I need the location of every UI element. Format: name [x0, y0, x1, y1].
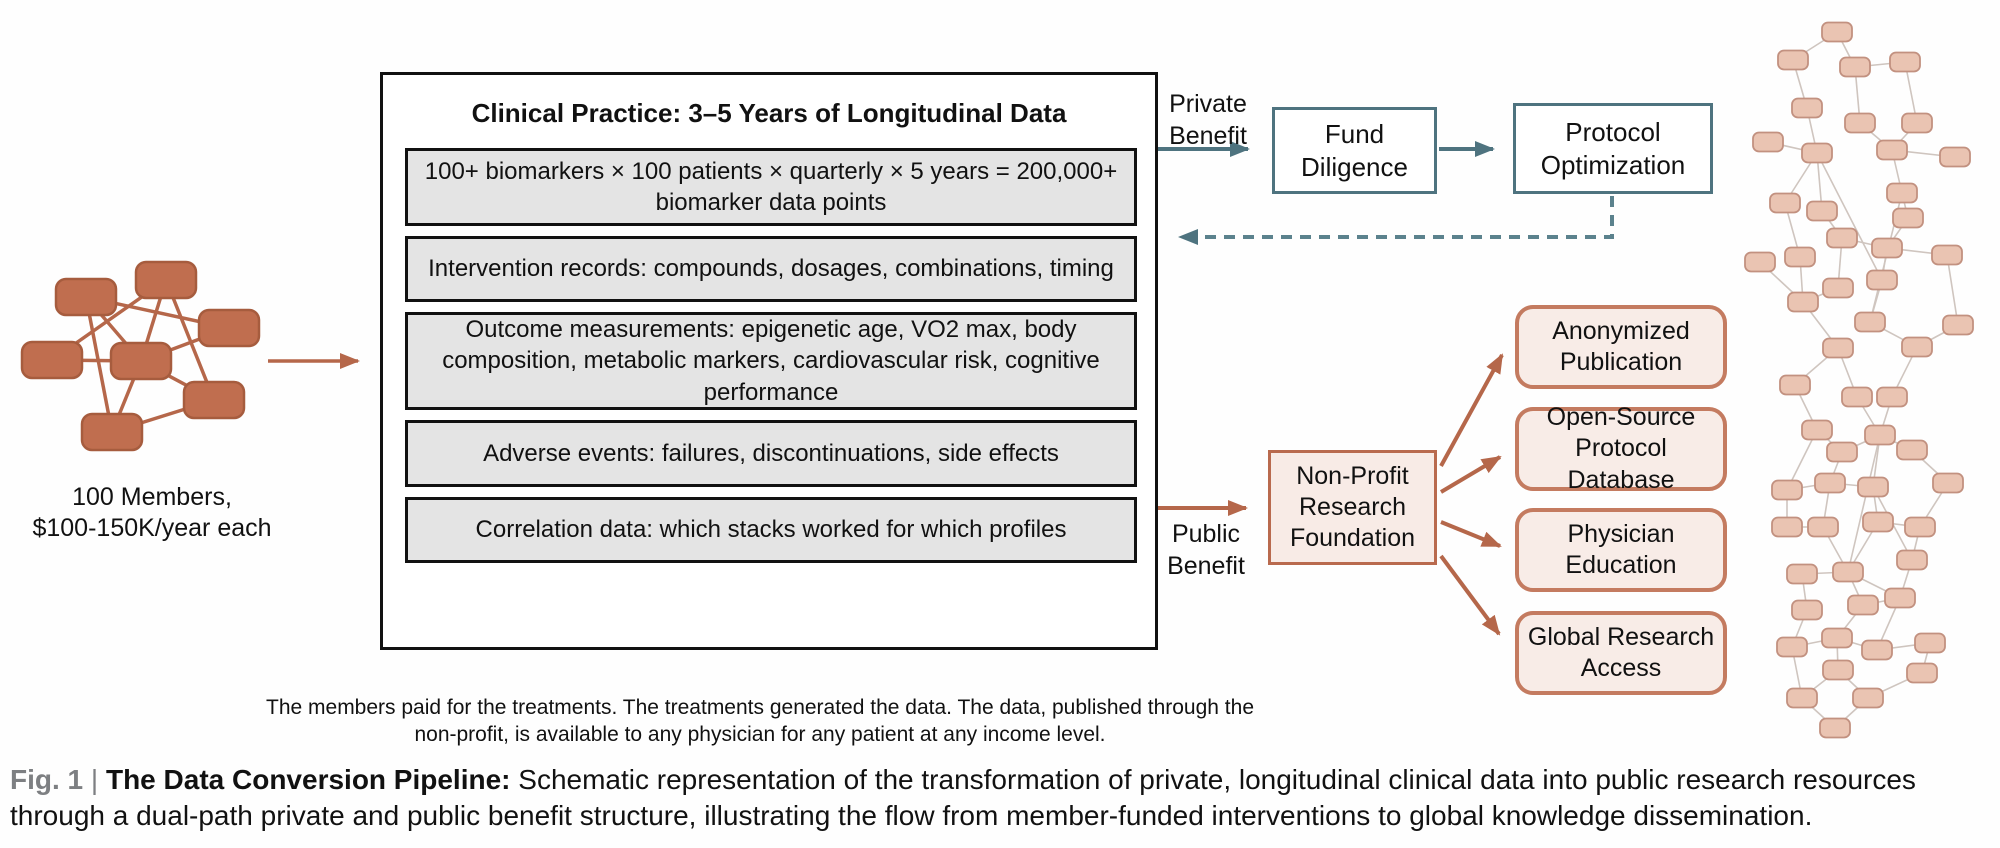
- network-node: [1887, 184, 1917, 203]
- network-node: [136, 262, 196, 298]
- network-node: [1905, 518, 1935, 537]
- network-node: [1877, 141, 1907, 160]
- member-cluster-label-line1: 100 Members,: [72, 483, 232, 511]
- private-benefit-label: [1160, 88, 1256, 152]
- data-item-adverse-events: Adverse events: failures, discontinuations, side effects: [405, 420, 1137, 487]
- network-node: [1863, 513, 1893, 532]
- network-node: [1865, 426, 1895, 445]
- network-node: [1780, 376, 1810, 395]
- global-network-icon: [1745, 23, 1973, 738]
- network-node: [1808, 518, 1838, 537]
- network-node: [1772, 481, 1802, 500]
- network-node: [1893, 209, 1923, 228]
- network-node: [22, 342, 82, 378]
- protocol-optimization-box: Protocol Optimization: [1513, 103, 1713, 194]
- network-node: [1877, 388, 1907, 407]
- fund-diligence-box: Fund Diligence: [1272, 107, 1437, 194]
- network-node: [1885, 589, 1915, 608]
- output-open-source-protocol-database: Open-Source Protocol Database: [1515, 407, 1727, 491]
- network-node: [1872, 239, 1902, 258]
- data-item-interventions: Intervention records: compounds, dosages, combinations, timing: [405, 236, 1137, 302]
- network-node: [1897, 441, 1927, 460]
- data-item-outcomes: Outcome measurements: epigenetic age, VO2 max, body composition, metabolic markers, cardiovascular risk, cognitive performance: [405, 312, 1137, 410]
- network-node: [111, 343, 171, 379]
- network-node: [1840, 58, 1870, 77]
- network-node: [199, 310, 259, 346]
- network-edge: [1947, 255, 1958, 325]
- network-node: [1777, 638, 1807, 657]
- network-node: [1785, 248, 1815, 267]
- network-node: [1792, 99, 1822, 118]
- network-node: [1845, 114, 1875, 133]
- network-node: [1915, 634, 1945, 653]
- network-node: [1770, 194, 1800, 213]
- network-node: [1902, 114, 1932, 133]
- foundation-to-education-arrow: [1441, 522, 1500, 546]
- network-node: [1822, 23, 1852, 42]
- public-benefit-label-line1: Public: [1171, 520, 1241, 548]
- diagram-note: The members paid for the treatments. The treatments generated the data. The data, published through the non-profit, is available to any physician for any patient at any income level.: [266, 696, 1254, 747]
- network-node: [1753, 133, 1783, 152]
- data-item-biomarkers: 100+ biomarkers × 100 patients × quarterly × 5 years = 200,000+ biomarker data points: [405, 148, 1137, 226]
- network-node: [1855, 313, 1885, 332]
- network-node: [1940, 148, 1970, 167]
- network-node: [1943, 316, 1973, 335]
- public-benefit-label-line2: Benefit: [1167, 552, 1245, 580]
- public-benefit-label: [1158, 518, 1254, 582]
- network-node: [1788, 293, 1818, 312]
- network-node: [1827, 229, 1857, 248]
- network-node: [1823, 279, 1853, 298]
- network-node: [184, 382, 244, 418]
- network-node: [1853, 689, 1883, 708]
- network-node: [1792, 601, 1822, 620]
- network-edge: [86, 297, 112, 432]
- network-node: [1787, 565, 1817, 584]
- network-node: [1827, 443, 1857, 462]
- output-anonymized-publication: Anonymized Publication: [1515, 305, 1727, 389]
- network-node: [1778, 51, 1808, 70]
- network-node: [1932, 246, 1962, 265]
- network-node: [1802, 421, 1832, 440]
- network-node: [1745, 253, 1775, 272]
- member-cluster-label: [18, 482, 286, 543]
- private-benefit-label-line2: Benefit: [1169, 122, 1247, 150]
- network-node: [1822, 629, 1852, 648]
- foundation-to-access-arrow: [1441, 556, 1499, 634]
- figure-caption-label: Fig. 1: [10, 764, 84, 795]
- network-node: [1907, 664, 1937, 683]
- clinical-practice-title: Clinical Practice: 3–5 Years of Longitudinal Data: [471, 98, 1067, 128]
- member-cluster-label-line2: $100-150K/year each: [32, 513, 272, 542]
- network-node: [1787, 689, 1817, 708]
- figure-caption: [10, 762, 1992, 835]
- network-node: [1902, 338, 1932, 357]
- output-physician-education: Physician Education: [1515, 508, 1727, 592]
- figure-caption-pipe: |: [90, 764, 99, 795]
- foundation-to-database-arrow: [1441, 457, 1500, 492]
- output-global-research-access: Global Research Access: [1515, 611, 1727, 695]
- figure-caption-title: [106, 764, 511, 795]
- figure-caption-body-text: Schematic representation of the transformation of private, longitudinal clinical data into public research resources through a dual-path private and public benefit structure, illustrating the flow from member-funded interventions to global knowledge dissemination.: [10, 764, 1916, 832]
- protocol-feedback-dashed-arrow: [1180, 196, 1612, 237]
- network-node: [1858, 478, 1888, 497]
- network-node: [1823, 339, 1853, 358]
- network-node: [1807, 202, 1837, 221]
- private-benefit-label-line1: Private: [1169, 90, 1247, 118]
- network-node: [1823, 661, 1853, 680]
- member-network-icon: [22, 262, 259, 450]
- data-item-correlations: Correlation data: which stacks worked for which profiles: [405, 497, 1137, 563]
- network-node: [1802, 144, 1832, 163]
- network-node: [1862, 641, 1892, 660]
- nonprofit-foundation-box: Non-Profit Research Foundation: [1268, 450, 1437, 565]
- network-node: [1867, 271, 1897, 290]
- figure-caption-title-text: The Data Conversion Pipeline:: [105, 764, 511, 795]
- network-node: [1848, 596, 1878, 615]
- network-node: [56, 279, 116, 315]
- network-node: [1933, 474, 1963, 493]
- network-node: [1833, 563, 1863, 582]
- network-node: [1815, 474, 1845, 493]
- network-node: [1820, 719, 1850, 738]
- foundation-to-publication-arrow: [1441, 355, 1502, 466]
- network-node: [82, 414, 142, 450]
- network-node: [1772, 518, 1802, 537]
- network-node: [1890, 53, 1920, 72]
- network-node: [1842, 388, 1872, 407]
- network-node: [1897, 551, 1927, 570]
